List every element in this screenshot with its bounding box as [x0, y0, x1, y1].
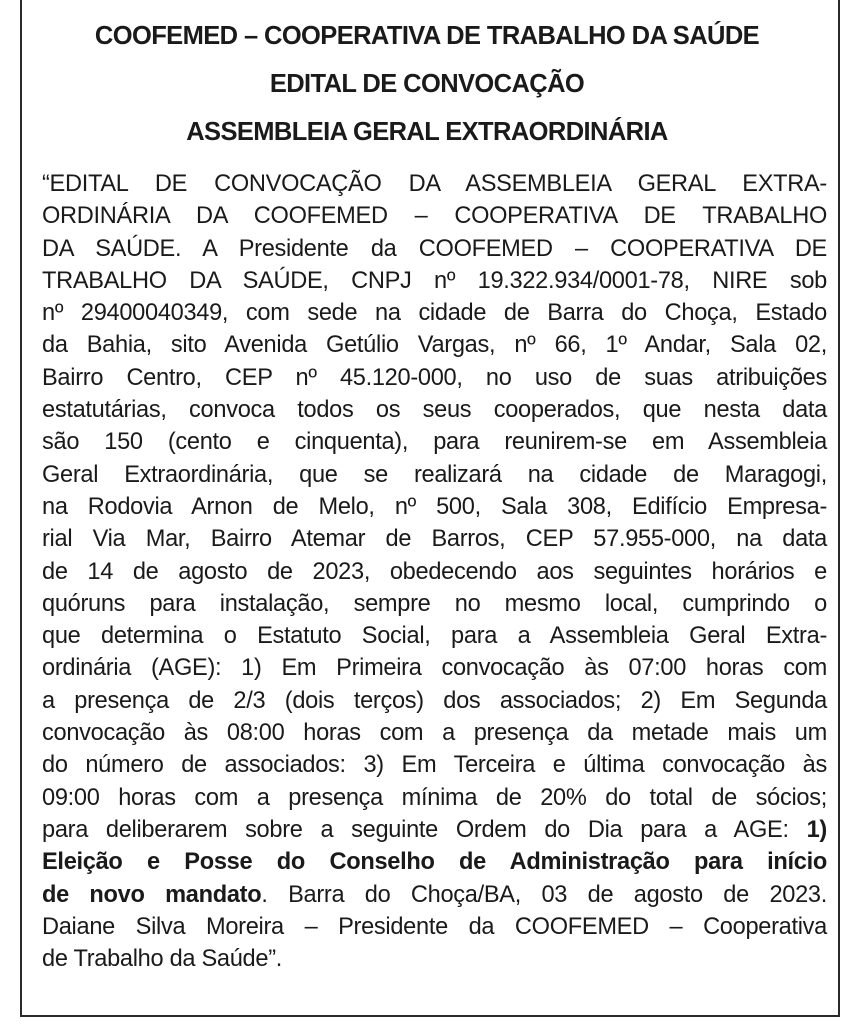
- agenda-intro-line: [42, 814, 827, 846]
- body-line: quóruns para instalação, sempre no mesmo local, cumprindo o: [42, 590, 827, 617]
- body-line: que determina o Estatuto Social, para a Assembleia Geral Extra-: [42, 623, 827, 650]
- body-line: do número de associados: 3) Em Terceira e última convocação às: [42, 752, 827, 779]
- body-line: são 150 (cento e cinquenta), para reunirem-se em Assembleia: [42, 429, 827, 456]
- agenda-item-number: 1): [806, 816, 827, 843]
- signature-line: Daiane Silva Moreira – Presidente da COOFEMED – Cooperativa: [42, 913, 827, 940]
- body-line: de 14 de agosto de 2023, obedecendo aos seguintes horários e: [42, 558, 827, 585]
- body-line: convocação às 08:00 horas com a presença da metade mais um: [42, 720, 827, 747]
- body-line: Geral Extraordinária, que se realizará na cidade de Maragogi,: [42, 461, 827, 488]
- agenda-item-text: Eleição e Posse do Conselho de Administração para início: [42, 849, 827, 876]
- body-line: TRABALHO DA SAÚDE, CNPJ nº 19.322.934/0001-78, NIRE sob: [42, 267, 827, 294]
- agenda-intro-text: para deliberarem sobre a seguinte Ordem do Dia para a AGE:: [42, 816, 807, 843]
- org-title: COOFEMED – COOPERATIVA DE TRABALHO DA SAÚDE: [94, 22, 760, 50]
- agenda-item-line: [42, 846, 827, 878]
- agenda-item-end-line: [42, 879, 827, 911]
- body-line: estatutárias, convoca todos os seus cooperados, que nesta data: [42, 397, 827, 424]
- body-line: nº 29400040349, com sede na cidade de Barra do Choça, Estado: [42, 300, 827, 327]
- body-line: ORDINÁRIA DA COOFEMED – COOPERATIVA DE TRABALHO: [42, 203, 827, 230]
- assembly-title: ASSEMBLEIA GERAL EXTRAORDINÁRIA: [186, 118, 668, 146]
- agenda-item-text-end: de novo mandato: [42, 881, 262, 908]
- body-line: “EDITAL DE CONVOCAÇÃO DA ASSEMBLEIA GERAL EXTRA-: [42, 171, 827, 197]
- body-line: da Bahia, sito Avenida Getúlio Vargas, nº 66, 1º Andar, Sala 02,: [42, 332, 827, 359]
- place-date: . Barra do Choça/BA, 03 de agosto de 2023.: [261, 881, 827, 908]
- body-line: a presença de 2/3 (dois terços) dos associados; 2) Em Segunda: [42, 687, 827, 714]
- notice-title: EDITAL DE CONVOCAÇÃO: [269, 70, 585, 98]
- body-line: na Rodovia Arnon de Melo, nº 500, Sala 308, Edifício Empresa-: [42, 493, 827, 520]
- signature-line-end: de Trabalho da Saúde”.: [42, 946, 283, 973]
- body-line: rial Via Mar, Bairro Atemar de Barros, CEP 57.955-000, na data: [42, 526, 827, 553]
- notice-body: [42, 168, 827, 975]
- body-line: Bairro Centro, CEP nº 45.120-000, no uso de suas atribuições: [42, 364, 827, 391]
- body-line: 09:00 horas com a presença mínima de 20% do total de sócios;: [42, 784, 827, 811]
- body-line: ordinária (AGE): 1) Em Primeira convocação às 07:00 horas com: [42, 655, 827, 682]
- body-line: DA SAÚDE. A Presidente da COOFEMED – COOPERATIVA DE: [42, 235, 827, 262]
